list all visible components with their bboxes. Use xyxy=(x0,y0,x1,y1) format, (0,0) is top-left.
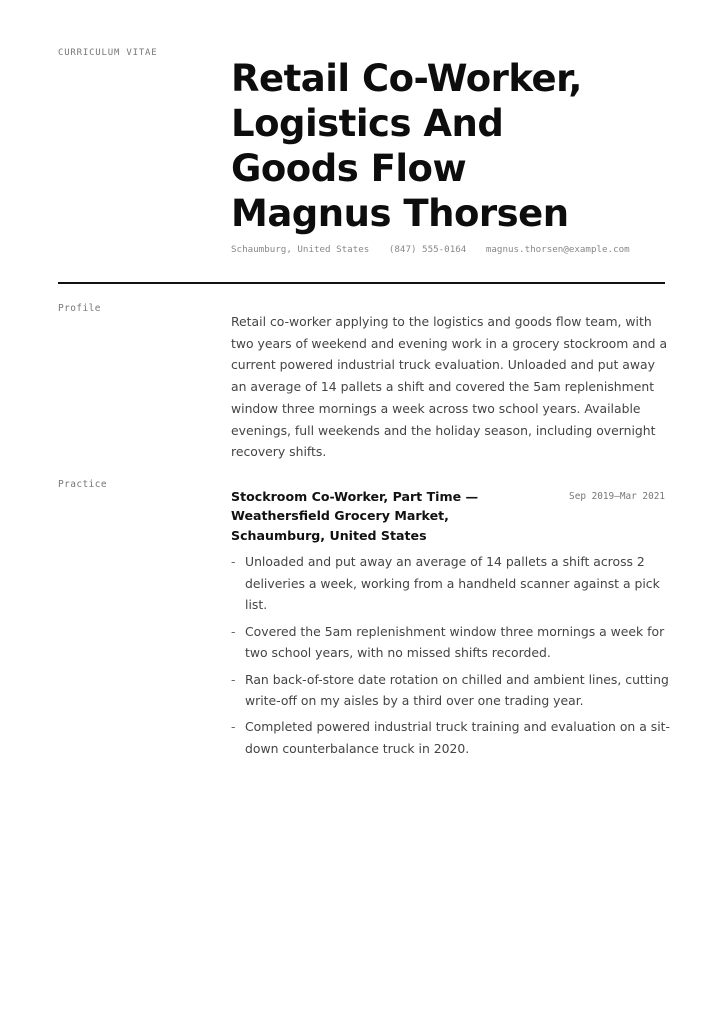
list-item xyxy=(231,621,671,664)
list-item xyxy=(231,551,671,616)
list-item xyxy=(231,669,671,712)
title-line: Magnus Thorsen xyxy=(231,192,569,235)
page-title xyxy=(231,56,701,236)
contact-phone[interactable]: (847) 555-0164 xyxy=(388,244,467,255)
bullet-text: Completed powered industrial truck training and evaluation on a sit-down counterbalance truck in 2020. xyxy=(245,719,670,757)
bullet-marker: - xyxy=(231,719,236,735)
role-bullet-list xyxy=(231,551,671,764)
title-line: Retail Co-Worker, xyxy=(231,57,582,100)
title-line: Logistics And xyxy=(231,102,504,145)
bullet-text: Unloaded and put away an average of 14 pallets a shift across 2 deliveries a week, working from a handheld scanner against a pick list. xyxy=(245,554,660,613)
title-line: Goods Flow xyxy=(231,147,467,190)
contact-line xyxy=(231,244,630,255)
contact-email[interactable]: magnus.thorsen@example.com xyxy=(485,244,630,255)
list-item xyxy=(231,716,671,759)
contact-location: Schaumburg, United States xyxy=(231,244,370,255)
cv-kicker: CURRICULUM VITAE xyxy=(58,48,158,58)
profile-section-label: Profile xyxy=(58,303,101,314)
bullet-text: Covered the 5am replenishment window three mornings a week for two school years, with no missed shifts recorded. xyxy=(245,623,665,661)
role-dates: Sep 2019–Mar 2021 xyxy=(569,491,665,502)
bullet-marker: - xyxy=(231,623,236,639)
role-heading: Stockroom Co-Worker, Part Time — Weathersfield Grocery Market, Schaumburg, United States xyxy=(231,489,479,543)
bullet-marker: - xyxy=(231,554,236,569)
header-divider xyxy=(58,282,665,284)
bullet-text: Ran back-of-store date rotation on chilled and ambient lines, cutting write-off on my aisles by a third over one trading year. xyxy=(245,671,669,709)
bullet-marker: - xyxy=(231,671,236,687)
practice-section-label: Practice xyxy=(58,479,107,490)
profile-text: Retail co-worker applying to the logistics and goods flow team, with two years of weekend and evening work in a grocery stockroom and a current powered industrial truck evaluation. Unloaded and put away an average of 14 pallets a shift and covered the 5am replenishment window three mornings a week across two school years. Available evenings, full weekends and the holiday season, including overnight recovery shifts. xyxy=(231,314,668,460)
